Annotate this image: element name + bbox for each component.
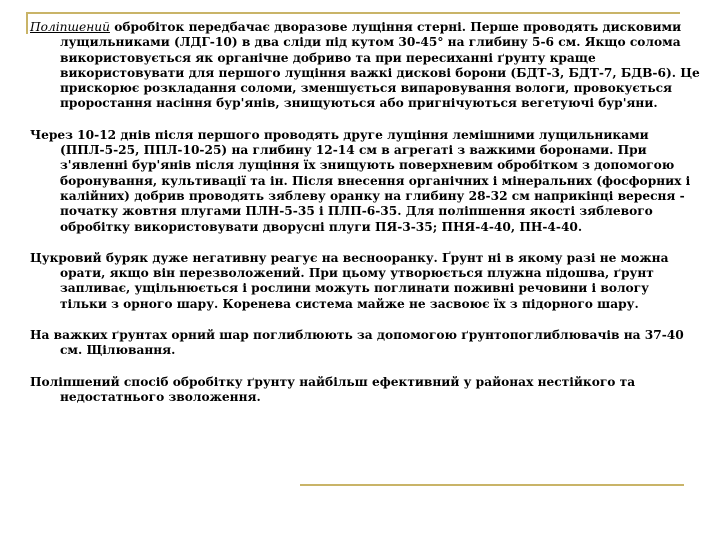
paragraph-text: На важких ґрунтах орний шар поглиблюють за допомогою ґрунтопоглиблювачів на 37-40 см. Щілювання. bbox=[30, 328, 684, 358]
paragraph-text: обробіток передбачає дворазове лущіння стерні. Перше проводять дисковими лущильниками (ЛДГ-10) в два сліди під кутом 30-45° на глибину 5-6 см. Якщо солома використовується як органічне добриво та при пересиханні ґрунту краще використовувати для першого лущіння важкі дискові борони (БДТ-3, БДТ-7, БДВ-6). Це прискорює розкладання соломи, зменшується випаровування вологи, провокується проростання насіння бур'янів, знищуються або пригнічуються вегетуючі бур'яни. bbox=[60, 20, 700, 111]
paragraph-heavy-soils bbox=[30, 328, 700, 359]
document-body bbox=[30, 20, 700, 421]
paragraph-improved-tillage bbox=[30, 20, 700, 112]
paragraph-text: Поліпшений спосіб обробітку ґрунту найбільш ефективний у районах нестійкого та недостатнього зволоження. bbox=[30, 374, 636, 404]
paragraph-text: Цукровий буряк дуже негативну реагує на весноорaнку. Ґрунт ні в якому разі не можна орати, якщо він перезволожений. При цьому утворюється плужна підошва, ґрунт запливає, ущільнюється і рослини можуть поглинати поживні речовини і вологу тільки з орного шару. Коренева система майже не засвоює їх з підорного шару. bbox=[30, 250, 669, 311]
bottom-decorative-rule bbox=[300, 484, 684, 486]
paragraph-sugar-beet bbox=[30, 251, 700, 312]
paragraph-text: Через 10-12 днів після першого проводять друге лущіння лемішними лущильниками (ППЛ-5-25, ППЛ-10-25) на глибину 12-14 см в агрегаті з важкими боронами. При з'явленні бур'янів після лущіння їх знищують поверхневим обробітком з допомогою боронування, культивації та ін. Після внесення органічних і мінеральних (фосфорних і калійних) добрив проводять зяблеву оранку на глибину 28-32 см наприкінці вересня - початку жовтня плугами ПЛН-5-35 і ПЛП-6-35. Для поліпшення якості зяблевого обробітку використовувати дворусні плуги ПЯ-3-35; ПНЯ-4-40, ПН-4-40. bbox=[30, 127, 691, 234]
left-decorative-rule bbox=[26, 12, 28, 34]
top-decorative-rule bbox=[26, 12, 680, 14]
paragraph-lead-term: Поліпшений bbox=[30, 20, 110, 34]
paragraph-conclusion bbox=[30, 375, 700, 406]
paragraph-second-skimming bbox=[30, 128, 700, 235]
